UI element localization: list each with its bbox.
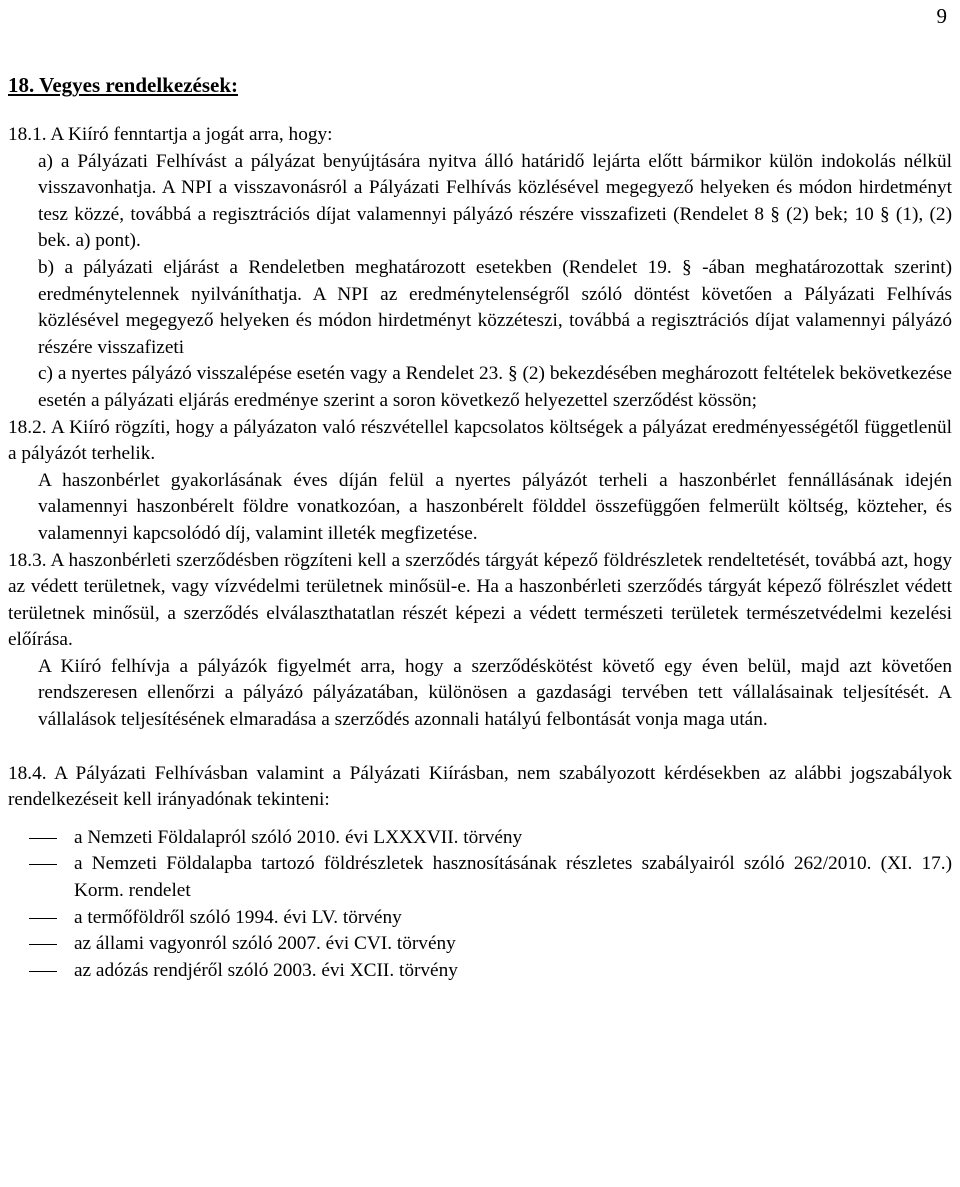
- paragraph-18-3: 18.3. A haszonbérleti szerződésben rögzíteni kell a szerződés tárgyát képező földrészletek rendeltetését, továbbá azt, hogy az védett területnek, vagy vízvédelmi területnek minősül-e. Ha a haszonbérleti szerződés tárgyát képező fölrészlet védett területnek minősül, a szerződés elválaszthatatlan részét képezi a védett természeti területek természetvédelmi kezelési előírása.: [8, 549, 952, 651]
- document-body: [8, 122, 952, 984]
- law-list-item: az adózás rendjéről szóló 2003. évi XCII. törvény: [8, 958, 952, 985]
- paragraph-18-1-intro: 18.1. A Kiíró fenntartja a jogát arra, hogy:: [8, 124, 333, 145]
- law-list-item: az állami vagyonról szóló 2007. évi CVI. törvény: [8, 931, 952, 958]
- paragraph-18-1-a: a) a Pályázati Felhívást a pályázat benyújtására nyitva álló határidő lejárta előtt bármikor külön indokolás nélkül visszavonhatja. A NPI a visszavonásról a Pályázati Felhívás közlésével megegyező helyeken és módon hirdetményt tesz közzé, továbbá a regisztrációs díjat valamennyi pályázó részére visszafizeti (Rendelet 8 § (2) bek; 10 § (1), (2) bek. a) pont).: [38, 150, 952, 252]
- law-list: [8, 825, 952, 985]
- paragraph-18-2-b: A haszonbérlet gyakorlásának éves díján felül a nyertes pályázót terheli a haszonbérlet fennállásának idején valamennyi haszonbérelt földre vonatkozóan, a haszonbérelt földdel összefüggően felmerült költség, közteher, és valamennyi kapcsolódó díj, valamint illeték megfizetése.: [38, 469, 952, 544]
- paragraph-18-4: 18.4. A Pályázati Felhívásban valamint a Pályázati Kiírásban, nem szabályozott kérdésekben az alábbi jogszabályok rendelkezéseit kell irányadónak tekinteni:: [8, 762, 952, 811]
- law-list-item: a termőföldről szóló 1994. évi LV. törvény: [8, 905, 952, 932]
- paragraph-18-1-b: b) a pályázati eljárást a Rendeletben meghatározott esetekben (Rendelet 19. § -ában meghatározottak szerint) eredménytelennek nyilváníthatja. A NPI az eredménytelenségről szóló döntést követően a Pályázati Felhívás közlésével megegyező helyeken és módon hirdetményt közzéteszi, továbbá a regisztrációs díjat valamennyi pályázó részére visszafizeti: [38, 256, 952, 358]
- section-title: 18. Vegyes rendelkezések:: [8, 73, 239, 97]
- law-list-item: a Nemzeti Földalapba tartozó földrészletek hasznosításának részletes szabályairól szóló 262/2010. (XI. 17.) Korm. rendelet: [8, 851, 952, 904]
- paragraph-18-3-b: A Kiíró felhívja a pályázók figyelmét arra, hogy a szerződéskötést követő egy éven belül, majd azt követően rendszeresen ellenőrzi a pályázó pályázatában, különösen a gazdasági tervében tett vállalásainak teljesítését. A vállalások teljesítésének elmaradása a szerződés azonnali hatályú felbontását vonja maga után.: [38, 655, 952, 731]
- page-number: 9: [936, 4, 947, 28]
- paragraph-18-2: 18.2. A Kiíró rögzíti, hogy a pályázaton való részvétellel kapcsolatos költségek a pályázat eredményességétől függetlenül a pályázót terhelik.: [8, 416, 952, 465]
- law-list-item: a Nemzeti Földalapról szóló 2010. évi LXXXVII. törvény: [8, 825, 952, 852]
- paragraph-gap: [8, 734, 952, 761]
- paragraph-18-1-c: c) a nyertes pályázó visszalépése esetén vagy a Rendelet 23. § (2) bekezdésében meghározott feltételek bekövetkezése esetén a pályázati eljárás eredménye szerint a soron következő helyezettel szerződést kössön;: [38, 363, 952, 411]
